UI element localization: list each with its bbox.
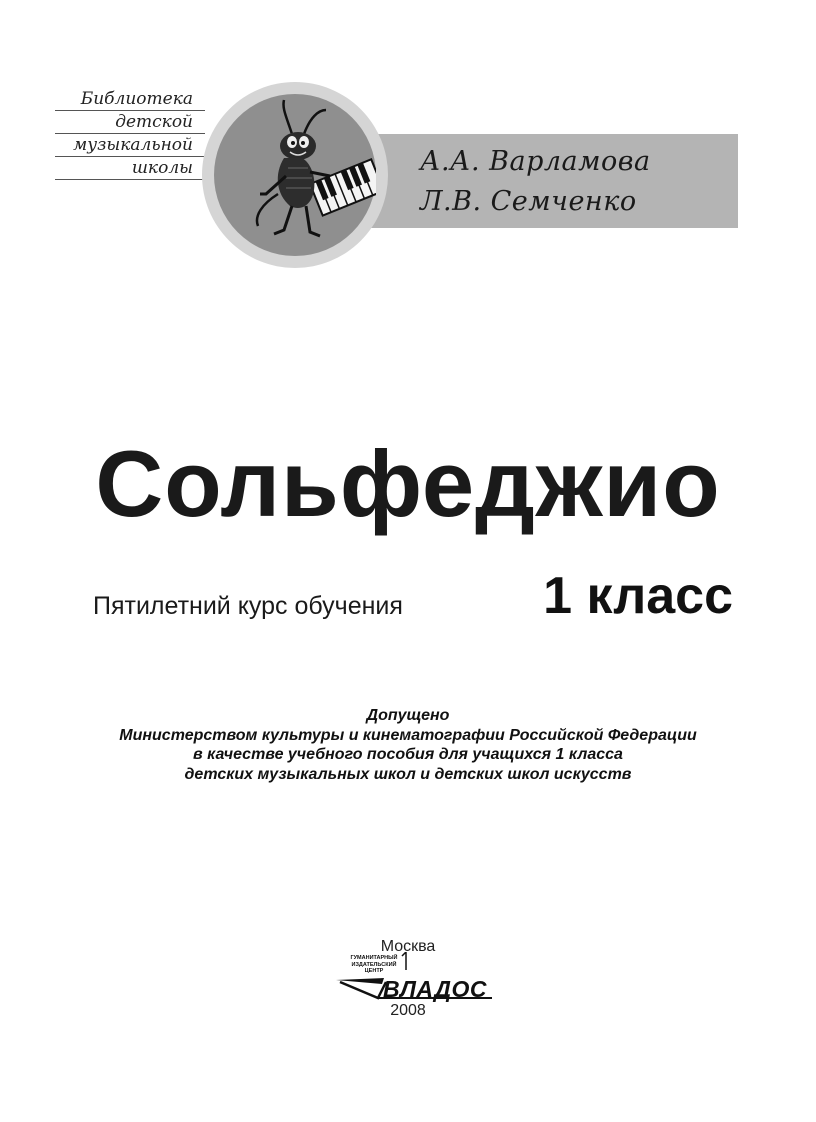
approval-line: в качестве учебного пособия для учащихся 1 класса: [193, 746, 623, 763]
publisher-name: ВЛАДОС: [383, 976, 487, 1002]
series-line: Библиотека: [55, 88, 205, 111]
publisher-subtitle-line: ИЗДАТЕЛЬСКИЙ: [351, 961, 397, 968]
series-line: музыкальной: [55, 134, 205, 157]
series-line: детской: [55, 111, 205, 134]
approval-line: Министерством культуры и кинематографии Российской Федерации: [119, 726, 697, 744]
author-name: А.А. Варламова: [420, 146, 651, 177]
publisher-subtitle-line: ГУМАНИТАРНЫЙ: [350, 955, 398, 961]
series-line: школы: [55, 157, 205, 180]
subtitle-row: [93, 566, 733, 636]
book-title: Сольфеджио: [95, 431, 721, 536]
authors: [420, 142, 651, 222]
emblem: [214, 94, 376, 256]
publisher-subtitle: [342, 955, 406, 975]
grade-label: 1 класс: [543, 567, 733, 625]
cricket-with-piano-illustration: [214, 94, 376, 256]
approval-line: детских музыкальных школ и детских школ искусств: [184, 765, 632, 783]
author-name: Л.В. Семченко: [420, 186, 637, 217]
publisher-city: Москва: [380, 938, 436, 955]
course-label: Пятилетний курс обучения: [93, 592, 403, 620]
publication-year: 2008: [390, 1002, 426, 1019]
approval-notice: [0, 706, 816, 784]
approval-line: Допущено: [366, 707, 450, 724]
publisher-subtitle-line: ЦЕНТР: [364, 968, 384, 974]
series-label: [55, 88, 205, 180]
